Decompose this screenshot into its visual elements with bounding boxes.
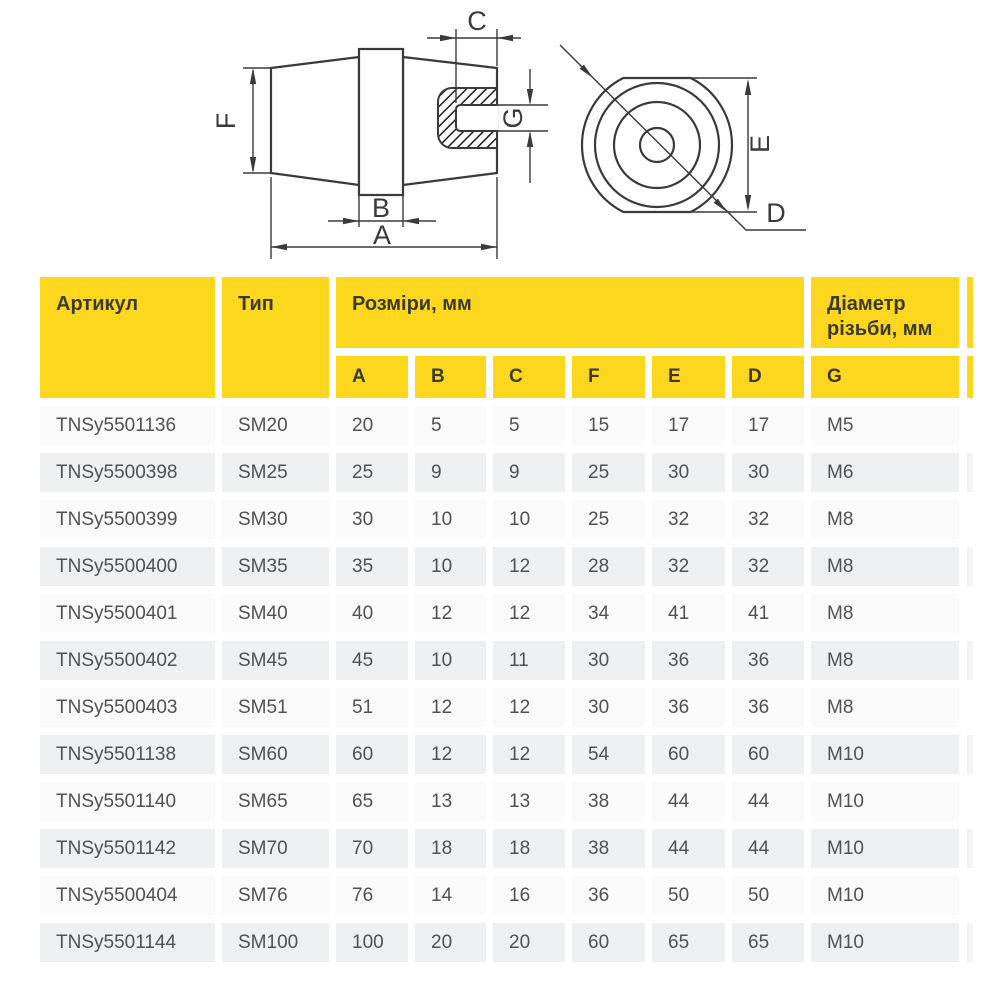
cell-e: 36 [652,641,725,680]
cell-e: 44 [652,829,725,868]
clipped-column-sliver-segment [967,641,973,680]
cell-b: 10 [415,500,486,539]
cell-c: 16 [493,876,565,915]
cell-d: 65 [732,923,804,962]
cell-d: 44 [732,829,804,868]
cell-d: 17 [732,406,804,445]
cell-d: 44 [732,782,804,821]
dim-label-d: D [766,198,786,228]
dim-label-b: B [371,193,391,223]
cell-g: M10 [811,876,959,915]
cell-f: 60 [572,923,645,962]
cell-d: 60 [732,735,804,774]
dim-label-c: C [467,6,487,36]
cell-g: M10 [811,735,959,774]
header-thread-diameter: Діаметр різьби, мм [811,277,959,348]
cell-d: 32 [732,547,804,586]
cell-type: SM30 [222,500,329,539]
cell-g: M6 [811,453,959,492]
cell-a: 45 [336,641,408,680]
cell-d: 30 [732,453,804,492]
cell-c: 13 [493,782,565,821]
header-dimensions: Розміри, мм [336,277,804,348]
cell-b: 10 [415,547,486,586]
cell-c: 12 [493,547,565,586]
cell-c: 20 [493,923,565,962]
cell-b: 20 [415,923,486,962]
cell-c: 11 [493,641,565,680]
body-left [271,57,359,185]
header-type: Тип [222,277,329,398]
cell-a: 51 [336,688,408,727]
cell-f: 54 [572,735,645,774]
cell-e: 36 [652,688,725,727]
cell-f: 15 [572,406,645,445]
cell-article: TNSy5500403 [40,688,215,727]
cell-d: 50 [732,876,804,915]
cell-c: 5 [493,406,565,445]
cell-article: TNSy5500399 [40,500,215,539]
cell-type: SM40 [222,594,329,633]
cell-e: 44 [652,782,725,821]
outer-contour [582,78,732,212]
subheader-e: E [652,356,725,398]
cell-b: 12 [415,594,486,633]
header-article: Артикул [40,277,215,398]
cell-f: 30 [572,641,645,680]
subheader-d: D [732,356,804,398]
clipped-column-sliver-segment [967,735,973,774]
cell-type: SM100 [222,923,329,962]
cell-g: M8 [811,594,959,633]
cell-e: 30 [652,453,725,492]
cell-a: 70 [336,829,408,868]
cell-d: 36 [732,688,804,727]
cell-article: TNSy5501144 [40,923,215,962]
cell-a: 65 [336,782,408,821]
cell-e: 32 [652,547,725,586]
cell-g: M8 [811,547,959,586]
subheader-b: B [415,356,486,398]
dim-label-a: A [372,220,392,250]
spec-table [40,277,959,962]
cell-a: 35 [336,547,408,586]
cell-c: 12 [493,594,565,633]
cell-article: TNSy5501138 [40,735,215,774]
cell-article: TNSy5500402 [40,641,215,680]
subheader-f: F [572,356,645,398]
technical-drawing [0,0,1000,270]
cell-type: SM76 [222,876,329,915]
cell-a: 30 [336,500,408,539]
cell-b: 12 [415,735,486,774]
cell-f: 25 [572,453,645,492]
cell-g: M8 [811,688,959,727]
cell-f: 30 [572,688,645,727]
cell-e: 65 [652,923,725,962]
thread-hole [456,105,498,131]
cell-c: 12 [493,735,565,774]
cell-c: 18 [493,829,565,868]
cell-b: 9 [415,453,486,492]
clipped-column-sliver-segment [967,923,973,962]
clipped-column-sliver-segment [967,829,973,868]
cell-type: SM20 [222,406,329,445]
cell-b: 12 [415,688,486,727]
cell-e: 41 [652,594,725,633]
cell-f: 36 [572,876,645,915]
cell-type: SM60 [222,735,329,774]
cell-type: SM70 [222,829,329,868]
cell-type: SM35 [222,547,329,586]
dim-label-e: E [745,134,775,154]
cell-g: M10 [811,782,959,821]
subheader-c: C [493,356,565,398]
cell-d: 36 [732,641,804,680]
cell-f: 38 [572,829,645,868]
cell-a: 76 [336,876,408,915]
cell-c: 12 [493,688,565,727]
cell-g: M10 [811,829,959,868]
clipped-column-sliver-segment [967,547,973,586]
cell-type: SM65 [222,782,329,821]
cell-article: TNSy5500401 [40,594,215,633]
cell-type: SM25 [222,453,329,492]
cell-article: TNSy5500404 [40,876,215,915]
cell-a: 20 [336,406,408,445]
cell-a: 60 [336,735,408,774]
cell-a: 25 [336,453,408,492]
cell-g: M8 [811,641,959,680]
cell-c: 9 [493,453,565,492]
dim-label-g: G [498,107,528,129]
cell-article: TNSy5501140 [40,782,215,821]
cell-e: 60 [652,735,725,774]
cell-a: 40 [336,594,408,633]
cell-e: 17 [652,406,725,445]
cell-e: 32 [652,500,725,539]
cell-g: M10 [811,923,959,962]
dim-label-f: F [211,112,241,130]
cell-d: 32 [732,500,804,539]
subheader-g: G [811,356,959,398]
cell-b: 5 [415,406,486,445]
cell-g: M5 [811,406,959,445]
cell-f: 25 [572,500,645,539]
cell-b: 18 [415,829,486,868]
cell-article: TNSy5500400 [40,547,215,586]
cell-c: 10 [493,500,565,539]
cell-article: TNSy5501136 [40,406,215,445]
cell-article: TNSy5501142 [40,829,215,868]
side-view [271,49,498,195]
cell-b: 14 [415,876,486,915]
center-band [359,49,403,195]
cell-f: 34 [572,594,645,633]
cell-article: TNSy5500398 [40,453,215,492]
cell-f: 38 [572,782,645,821]
cell-g: M8 [811,500,959,539]
cell-f: 28 [572,547,645,586]
cell-type: SM51 [222,688,329,727]
cell-e: 50 [652,876,725,915]
front-view [582,78,732,212]
subheader-a: A [336,356,408,398]
cell-b: 10 [415,641,486,680]
cell-d: 41 [732,594,804,633]
clipped-column-sliver-segment [967,453,973,492]
cell-b: 13 [415,782,486,821]
cell-a: 100 [336,923,408,962]
cell-type: SM45 [222,641,329,680]
